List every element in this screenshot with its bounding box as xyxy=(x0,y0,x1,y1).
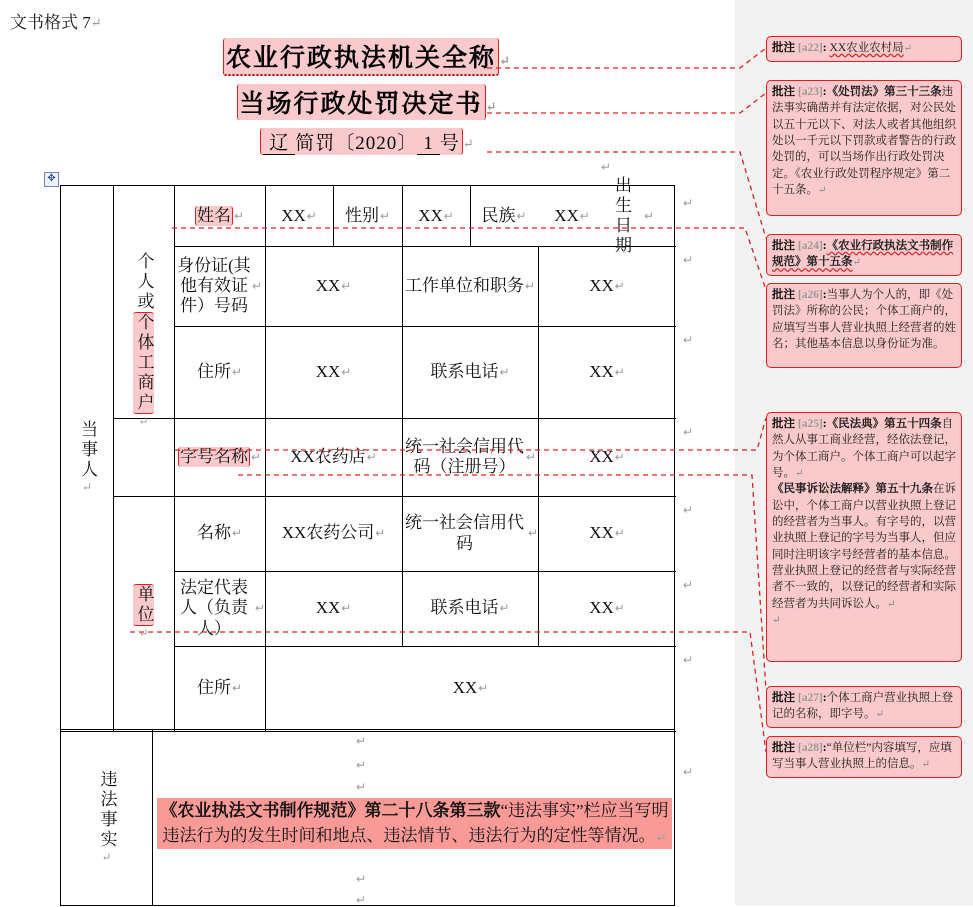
paragraph-mark-icon: ↵ xyxy=(643,208,656,223)
value-legal-rep[interactable] xyxy=(265,571,402,646)
comment-balloon-a28[interactable]: 批注 [a28]:“单位栏”内容填写，应填写当事人营业执照上的信息。↵ xyxy=(766,736,962,778)
paragraph-mark-icon: ↵ xyxy=(254,601,265,616)
value-name[interactable] xyxy=(265,186,333,246)
doc-number-prefix: 辽 xyxy=(263,133,295,155)
comment-tag: 批注 xyxy=(772,42,795,54)
paragraph-mark-icon: ↵ xyxy=(485,99,499,114)
comment-tag: 批注 xyxy=(772,289,795,301)
value-credit-code-1[interactable] xyxy=(538,418,676,496)
value-credit-code-2-text: XX xyxy=(589,523,614,543)
paragraph-mark-icon: ↵ xyxy=(683,333,694,347)
label-gender xyxy=(333,186,402,246)
value-gender-text: XX xyxy=(418,205,443,225)
paragraph-mark-icon: ↵ xyxy=(614,601,625,616)
paragraph-mark-icon: ↵ xyxy=(525,449,536,464)
value-credit-code-1-text: XX xyxy=(589,446,614,466)
comment-id: [a26] xyxy=(797,289,823,301)
party-label-text: 当事人 xyxy=(78,420,98,480)
paragraph-mark-icon: ↵ xyxy=(136,626,151,643)
paragraph-mark-icon: ↵ xyxy=(683,253,694,267)
paragraph-mark-icon: ↵ xyxy=(231,364,243,379)
paragraph-mark-icon: ↵ xyxy=(231,526,243,541)
paragraph-mark-icon: ↵ xyxy=(614,526,625,541)
value-id-number-text: XX xyxy=(315,275,341,295)
paragraph-mark-icon: ↵ xyxy=(366,449,377,464)
paragraph-mark-icon: ↵ xyxy=(356,893,367,907)
paragraph-mark-icon: ↵ xyxy=(683,578,694,592)
comment-balloon-a25[interactable]: 批注 [a25]:《民法典》第五十四条自然人从事工商业经营，经依法登记，为个体工商户。个体工商户可以起字号。↵ 《民事诉讼法解释》第五十九条在诉讼中，个体工商户以营业执照上登记的经营者为当事人。有字号的，以营业执照上登记的字号为当事人，但应同时注明该字号经营者的基本信息。营业执照上登记的经营者与实际经营者不一致的，以登记的经营者和实际经营者为共同诉讼人。↵ ↵ xyxy=(766,412,962,662)
paragraph-mark-icon: ↵ xyxy=(683,425,694,439)
group-individual-cell xyxy=(113,186,174,496)
label-credit-code-2 xyxy=(402,496,538,571)
label-trade-name-text: 字号名称 xyxy=(179,446,248,466)
comment-tag: 批注 xyxy=(772,418,795,430)
comment-body: 个体工商户营业执照上登记的名称，即字号。 xyxy=(772,692,954,721)
comment-id: [a22] xyxy=(797,42,823,54)
paragraph-mark-icon: ↵ xyxy=(614,278,625,293)
label-trade-name xyxy=(174,418,265,496)
party-info-table xyxy=(60,175,675,730)
comment-id: [a27] xyxy=(797,692,823,704)
comment-tag: 批注 xyxy=(772,240,795,252)
value-address-unit-text: XX xyxy=(452,678,478,698)
value-trade-name[interactable] xyxy=(265,418,402,496)
violation-facts-label xyxy=(61,730,152,906)
paragraph-mark-icon: ↵ xyxy=(136,413,151,431)
value-unit-name[interactable] xyxy=(265,496,402,571)
paragraph-mark-icon: ↵ xyxy=(250,449,262,464)
group-individual-plain: 个人或 xyxy=(134,251,154,312)
paragraph-mark-icon: ↵ xyxy=(921,759,930,771)
value-phone-unit-text: XX xyxy=(589,598,614,618)
value-gender[interactable] xyxy=(402,186,470,246)
format-label: 文书格式 7↵ xyxy=(10,13,102,32)
paragraph-mark-icon: ↵ xyxy=(499,364,510,379)
paragraph-mark-icon: ↵ xyxy=(356,780,367,794)
value-legal-rep-text: XX xyxy=(315,598,341,618)
paragraph-mark-icon: ↵ xyxy=(852,257,861,269)
violation-facts-guidance-bold: 《农业执法文书制作规范》第二十八条第三款 xyxy=(160,801,501,820)
label-workplace-text: 工作单位和职务 xyxy=(404,275,524,295)
value-name-text: XX xyxy=(281,205,306,225)
paragraph-mark-icon: ↵ xyxy=(341,601,352,616)
paragraph-mark-icon: ↵ xyxy=(601,160,612,174)
comment-balloon-a22[interactable]: 批注 [a22]: XX农业农村局↵ xyxy=(766,36,962,62)
paragraph-mark-icon: ↵ xyxy=(516,208,527,223)
value-ethnicity-text: XX xyxy=(554,205,579,225)
paragraph-mark-icon: ↵ xyxy=(527,526,538,541)
value-workplace-text: XX xyxy=(589,275,614,295)
paragraph-mark-icon: ↵ xyxy=(478,681,489,696)
label-name-text: 姓名 xyxy=(196,205,231,225)
paragraph-mark-icon: ↵ xyxy=(683,503,694,517)
paragraph-mark-icon: ↵ xyxy=(251,278,262,293)
paragraph-mark-icon: ↵ xyxy=(231,681,243,696)
value-phone-person-text: XX xyxy=(589,361,614,381)
value-credit-code-2[interactable] xyxy=(538,496,676,571)
paragraph-mark-icon: ↵ xyxy=(99,849,114,867)
table-move-handle[interactable]: ✥ xyxy=(44,172,59,187)
vf-vline xyxy=(152,730,153,906)
comment-lead: 《处罚法》第三十三条 xyxy=(826,86,942,98)
label-address-unit-text: 住所 xyxy=(196,678,231,698)
doc-number-box xyxy=(260,128,463,155)
value-trade-name-text: XX农药店 xyxy=(290,446,366,466)
value-phone-person[interactable] xyxy=(538,326,676,418)
paragraph-mark-icon: ↵ xyxy=(356,758,367,772)
label-name xyxy=(174,186,265,246)
label-credit-code-1-text: 统一社会信用代码（注册号） xyxy=(404,436,524,476)
doc-title-line2-text: 当场行政处罚决定书 xyxy=(237,84,486,120)
label-address-person xyxy=(174,326,265,418)
paragraph-mark-icon: ↵ xyxy=(443,208,454,223)
doc-number-serial: 1 xyxy=(417,133,440,155)
label-phone-unit xyxy=(402,571,538,646)
value-address-person-text: XX xyxy=(315,361,341,381)
label-credit-code-2-text: 统一社会信用代码 xyxy=(404,513,524,553)
paragraph-mark-icon: ↵ xyxy=(80,480,95,497)
paragraph-mark-icon: ↵ xyxy=(579,208,590,223)
comment-body: 自然人从事工商业经营，经依法登记，为个体工商户。个体工商户可以起字号。 xyxy=(772,418,956,479)
label-id-number-text: 身份证(其他有效证件）号码 xyxy=(177,255,251,316)
comment-lead2: 《民事诉讼法解释》第五十九条 xyxy=(772,483,933,496)
paragraph-mark-icon: ↵ xyxy=(683,196,694,210)
violation-facts-guidance xyxy=(157,798,672,849)
comment-body: 违法事实确凿并有法定依据，对公民处以五十元以下、对法人或者其他组织处以一千元以下罚款或者警告的行政处罚的，可以当场作出行政处罚决定。《农业行政处罚程序规定》第二十五条。 xyxy=(772,86,956,196)
paragraph-mark-icon: ↵ xyxy=(90,15,102,30)
comment-balloon-a24[interactable]: 批注 [a24]:《农业行政执法文书制作规范》第十五条↵ xyxy=(766,234,962,276)
label-unit-name-text: 名称 xyxy=(196,523,231,543)
paragraph-mark-icon: ↵ xyxy=(356,734,367,748)
comment-balloon-a26[interactable]: 批注 [a26]:当事人为个人的，即《处罚法》所称的公民；个体工商户的，应填写当事人营业执照上经营者的姓名；其他基本信息以身份证为准。 xyxy=(766,283,962,368)
label-legal-rep xyxy=(174,571,265,646)
value-address-unit[interactable] xyxy=(265,646,676,731)
label-phone-person-text: 联系电话 xyxy=(430,361,499,381)
value-workplace[interactable] xyxy=(538,246,676,326)
paragraph-mark-icon: ↵ xyxy=(499,53,512,68)
comment-tag: 批注 xyxy=(772,692,795,704)
paragraph-mark-icon: ↵ xyxy=(306,208,317,223)
paragraph-mark-icon: ↵ xyxy=(818,184,827,196)
paragraph-mark-icon: ↵ xyxy=(356,872,367,886)
paragraph-mark-icon: ↵ xyxy=(772,614,781,626)
comment-lead: 《农业行政执法文书制作规范》第十五条 xyxy=(772,240,954,269)
comment-lead: 《民法典》第五十四条 xyxy=(826,418,942,430)
paragraph-mark-icon: ↵ xyxy=(499,601,510,616)
label-workplace xyxy=(402,246,538,326)
doc-number-bracket-close: 〕 xyxy=(397,133,418,154)
label-credit-code-1 xyxy=(402,418,538,496)
group-individual-anchor: 个体工商户 xyxy=(134,312,154,413)
doc-number-line xyxy=(0,128,735,155)
paragraph-mark-icon: ↵ xyxy=(875,709,884,721)
doc-number-suffix: 号 xyxy=(439,133,460,154)
paragraph-mark-icon: ↵ xyxy=(341,364,352,379)
comment-id: [a25] xyxy=(797,418,823,430)
comment-tag: 批注 xyxy=(772,86,795,98)
paragraph-mark-icon: ↵ xyxy=(524,278,536,293)
value-unit-name-text: XX农药公司 xyxy=(281,523,375,543)
paragraph-mark-icon: ↵ xyxy=(795,467,804,479)
label-address-person-text: 住所 xyxy=(196,361,231,381)
paragraph-mark-icon: ↵ xyxy=(887,598,896,610)
doc-title-line2 xyxy=(0,84,735,120)
paragraph-mark-icon: ↵ xyxy=(614,449,625,464)
doc-title-line1 xyxy=(0,38,735,76)
comment-body2: 在诉讼中，个体工商户以营业执照上登记的经营者为当事人。有字号的，以营业执照上登记的字号为当事人，但应同时注明该字号经营者的基本信息。营业执照上登记的经营者与实际经营者不一致的，以登记的经营者和实际经营者为共同诉讼人。 xyxy=(772,483,956,610)
paragraph-mark-icon: ↵ xyxy=(341,278,352,293)
label-id-number xyxy=(174,246,265,326)
doc-number-bracket-open: 〔 xyxy=(335,133,356,154)
paragraph-mark-icon: ↵ xyxy=(379,208,391,223)
comment-id: [a24] xyxy=(797,240,823,252)
label-phone-person xyxy=(402,326,538,418)
label-ethnicity-text: 民族 xyxy=(481,205,516,225)
value-address-person[interactable] xyxy=(265,326,402,418)
doc-title-line1-text: 农业行政执法机关全称 xyxy=(223,38,499,76)
comment-balloon-a23[interactable]: 批注 [a23]:《处罚法》第三十三条违法事实确凿并有法定依据，对公民处以五十元以下、对法人或者其他组织处以一千元以下罚款或者警告的行政处罚的，可以当场作出行政处罚决定。《农业行政处罚程序规定》第二十五条。↵ xyxy=(766,80,962,216)
label-gender-text: 性别 xyxy=(344,205,379,225)
paragraph-mark-icon: ↵ xyxy=(903,43,913,54)
label-legal-rep-text: 法定代表人（负责人） xyxy=(179,578,248,638)
violation-facts-guidance-rest: “违法事实”栏应当写明违法行为的发生时间和地点、违法情节、违法行为的定性等情况。 xyxy=(162,801,669,845)
label-birthdate xyxy=(606,175,656,256)
paragraph-mark-icon: ↵ xyxy=(614,364,625,379)
value-id-number[interactable] xyxy=(265,246,402,326)
paragraph-mark-icon: ↵ xyxy=(683,765,694,779)
label-unit-name xyxy=(174,496,265,571)
violation-facts-label-text: 违法事实 xyxy=(97,769,117,850)
label-birthdate-text: 出生日期 xyxy=(614,175,634,256)
doc-number-type: 简罚 xyxy=(295,133,336,154)
value-ethnicity[interactable] xyxy=(538,186,606,246)
comment-balloon-a27[interactable]: 批注 [a27]:个体工商户营业执照上登记的名称，即字号。↵ xyxy=(766,686,962,728)
paragraph-mark-icon: ↵ xyxy=(656,830,667,845)
comment-body: XX农业农村局 xyxy=(829,42,904,54)
comment-id: [a23] xyxy=(797,86,823,98)
party-label-cell xyxy=(61,186,113,731)
comment-body: “单位栏”内容填写，应填写当事人营业执照上的信息。 xyxy=(772,742,952,771)
label-phone-unit-text: 联系电话 xyxy=(430,598,499,618)
group-unit-cell xyxy=(113,496,174,731)
label-address-unit xyxy=(174,646,265,731)
doc-number-year: 2020 xyxy=(355,133,398,154)
comment-body: 当事人为个人的，即《处罚法》所称的公民；个体工商户的，应填写当事人营业执照上经营者的姓名；其他基本信息以身份证为准。 xyxy=(772,289,956,350)
paragraph-mark-icon: ↵ xyxy=(683,653,694,667)
group-unit-text: 单位 xyxy=(134,585,154,625)
label-ethnicity xyxy=(470,186,538,246)
paragraph-mark-icon: ↵ xyxy=(462,136,475,151)
violation-facts-section xyxy=(60,730,675,906)
value-phone-unit[interactable] xyxy=(538,571,676,646)
comment-tag: 批注 xyxy=(772,742,795,754)
paragraph-mark-icon: ↵ xyxy=(233,208,245,223)
paragraph-mark-icon: ↵ xyxy=(375,526,386,541)
comment-id: [a28] xyxy=(797,742,823,754)
